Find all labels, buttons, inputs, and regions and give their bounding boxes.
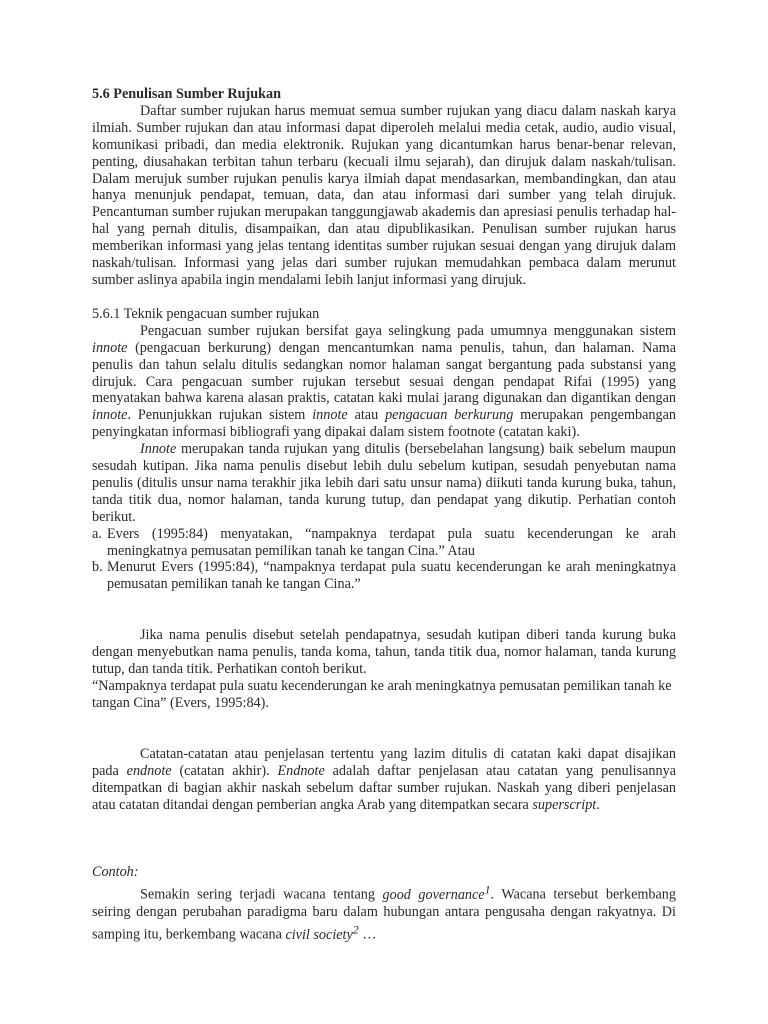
section-heading: 5.6 Penulisan Sumber Rujukan: [92, 86, 281, 102]
list-marker: a.: [92, 525, 102, 542]
list-item: [92, 526, 676, 560]
example-quote: “Nampaknya terdapat pula suatu kecenderungan ke arah meningkatnya pemusatan pemilikan tanah ke tangan Cina” (Evers, 1995:84).: [92, 678, 672, 711]
list-item: [92, 559, 676, 593]
list-item-text: Evers (1995:84) menyatakan, “nampaknya terdapat pula suatu kecenderungan ke arah meningkatnya pemusatan pemilikan tanah ke tangan Cina.” Atau: [107, 525, 676, 559]
list-item-text: Menurut Evers (1995:84), “nampaknya terdapat pula suatu kecenderungan ke arah meningkatnya pemusatan pemilikan tanah ke tangan Cina.”: [107, 559, 676, 593]
example-list: [92, 526, 676, 594]
document-page: [92, 86, 676, 944]
subsection-heading: 5.6.1 Teknik pengacuan sumber rujukan: [92, 305, 320, 322]
list-marker: b.: [92, 559, 103, 576]
paragraph-nama-penulis: Jika nama penulis disebut setelah pendapatnya, sesudah kutipan diberi tanda kurung buka dengan menyebutkan nama penulis, tanda koma, tahun, tanda titik dua, nomor halaman, tanda kurung tutup, dan tanda titik. Perhatikan contoh berikut.: [92, 627, 676, 678]
paragraph-sumber-rujukan: Daftar sumber rujukan harus memuat semua sumber rujukan yang diacu dalam naskah karya ilmiah. Sumber rujukan dan atau informasi dapat diperoleh melalui media cetak, audio, audio visual, komunikasi pribadi, dan media elektronik. Rujukan yang dicantumkan harus benar-benar relevan, penting, diusahakan terbitan tahun terbaru (kecuali ilmu sejarah), dan dirujuk dalam naskah/tulisan. Dalam merujuk sumber rujukan penulis karya ilmiah dapat mendasarkan, membandingkan, dan atau hanya menunjuk pendapat, temuan, data, dan atau informasi dari sumber yang telah dirujuk. Pencantuman sumber rujukan merupakan tanggungjawab akademis dan apresiasi penulis terhadap hal-hal yang pernah ditulis, disampaikan, dan atau dipublikasikan. Penulisan sumber rujukan harus memberikan informasi yang jelas tentang identitas sumber rujukan sesuai dengan yang dirujuk dalam naskah/tulisan. Informasi yang jelas dari sumber rujukan memudahkan pembaca dalam merunut sumber aslinya apabila ingin mendalami lebih lanjut informasi yang dirujuk.: [92, 102, 676, 288]
contoh-label: Contoh:: [92, 864, 139, 881]
paragraph-innote: Innote merupakan tanda rujukan yang ditulis (bersebelahan langsung) baik sebelum maupun sesudah kutipan. Jika nama penulis disebut lebih dulu sebelum kutipan, sesudah penyebutan nama penulis (ditulis unsur nama terakhir jika lebih dari satu unsur nama) diikuti tanda kurung buka, tahun, tanda titik dua, nomor halaman, tanda kurung tutup, dan pendapat yang dikutip. Perhatian contoh berikut.: [92, 441, 676, 525]
paragraph-endnote: Catatan-catatan atau penjelasan tertentu yang lazim ditulis di catatan kaki dapat disajikan pada endnote (catatan akhir). Endnote adalah daftar penjelasan atau catatan yang penulisannya ditempatkan di bagian akhir naskah sebelum daftar sumber rujukan. Naskah yang diberi penjelasan atau catatan ditandai dengan pemberian angka Arab yang ditempatkan secara superscript.: [92, 745, 676, 813]
paragraph-pengacuan: Pengacuan sumber rujukan bersifat gaya selingkung pada umumnya menggunakan sistem innote (pengacuan berkurung) dengan mencantumkan nama penulis, tahun, dan halaman. Nama penulis dan tahun selalu ditulis sedangkan nomor halaman sangat bergantung pada substansi yang dirujuk. Cara pengacuan sumber rujukan tersebut sesuai dengan pendapat Rifai (1995) yang menyatakan bahwa karena alasan praktis, catatan kaki mulai jarang digunakan dan digantikan dengan innote. Penunjukkan rujukan sistem innote atau pengacuan berkurung merupakan pengembangan penyingkatan informasi bibliografi yang dipakai dalam sistem footnote (catatan kaki).: [92, 322, 676, 441]
paragraph-contoh: Semakin sering terjadi wacana tentang good governance$^1$. Wacana tersebut berkembang seiring dengan perubahan paradigma baru dalam hubungan antara pengusaha dengan rakyatnya. Di samping itu, berkembang wacana civil society$^2$ …: [92, 882, 676, 943]
